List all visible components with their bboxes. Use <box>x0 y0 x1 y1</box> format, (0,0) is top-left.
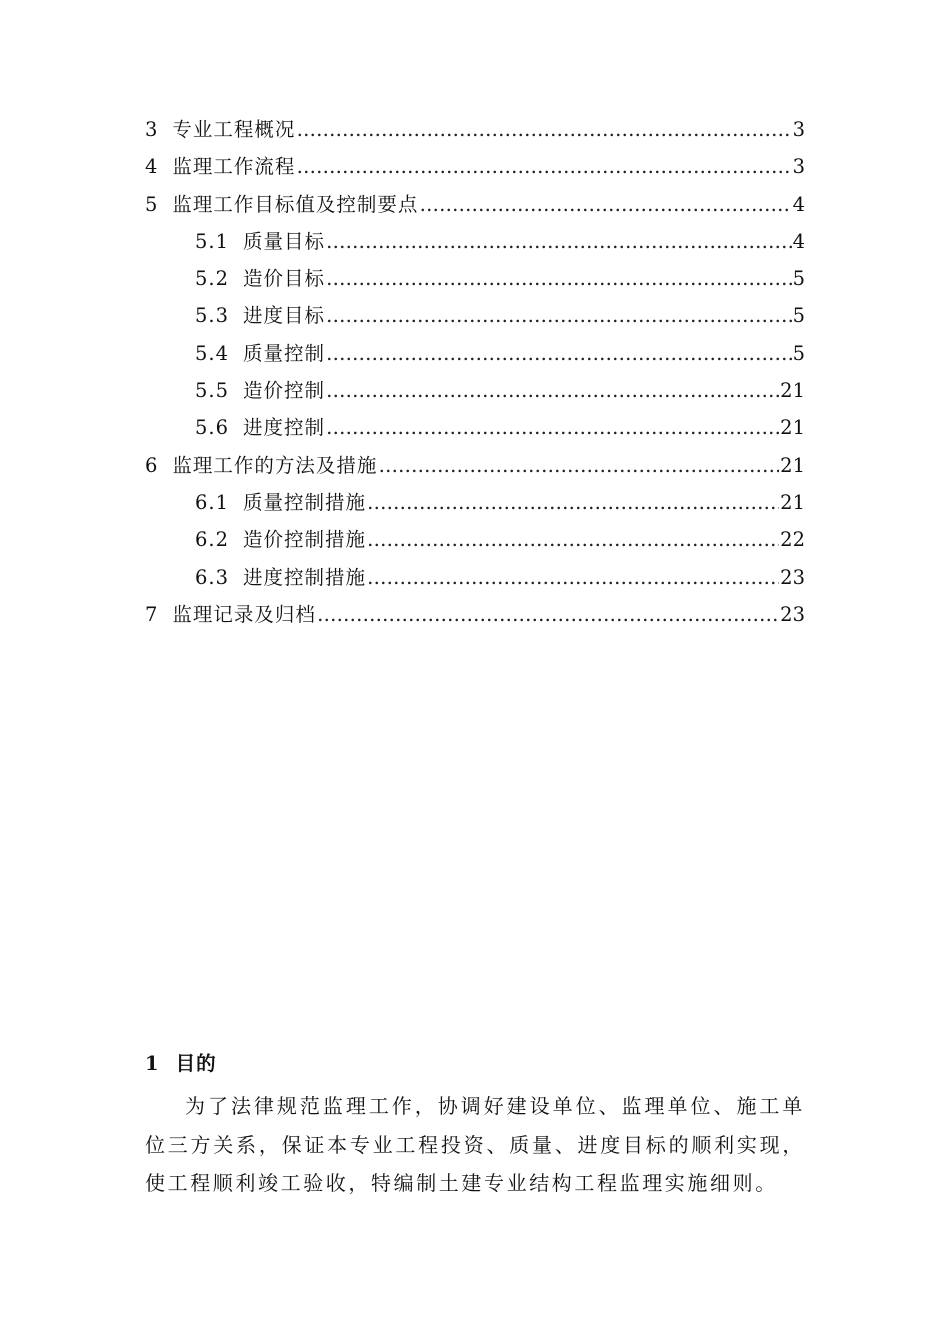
toc-entry-page: 4 <box>792 192 805 216</box>
toc-dot-leader <box>419 193 791 216</box>
toc-entry-page: 21 <box>780 453 805 477</box>
toc-entry[interactable] <box>145 412 805 449</box>
toc-entry[interactable] <box>145 300 805 337</box>
section-title: 目的 <box>175 1052 217 1075</box>
toc-dot-leader <box>367 491 779 514</box>
toc-entry[interactable] <box>145 151 805 188</box>
toc-entry[interactable] <box>145 189 805 226</box>
toc-entry[interactable] <box>145 263 805 300</box>
toc-entry-title: 造价控制 <box>243 379 326 403</box>
toc-dot-leader <box>326 379 779 402</box>
toc-entry[interactable] <box>145 524 805 561</box>
toc-entry-title: 专业工程概况 <box>172 118 296 141</box>
toc-entry-number: 5.1 <box>195 229 230 253</box>
section-body-paragraph: 为了法律规范监理工作，协调好建设单位、监理单位、施工单位三方关系，保证本专业工程投资、质量、进度目标的顺利实现，使工程顺利竣工验收，特编制土建专业结构工程监理实施细则。 <box>145 1094 805 1195</box>
toc-entry-number: 6.3 <box>195 565 230 589</box>
toc-entry-title: 质量目标 <box>243 229 326 253</box>
toc-dot-leader <box>326 342 792 365</box>
toc-entry-page: 5 <box>792 267 805 291</box>
section-heading <box>145 1045 805 1083</box>
toc-dot-leader <box>317 603 779 626</box>
toc-entry-page: 21 <box>780 379 805 403</box>
toc-dot-leader <box>296 155 791 178</box>
table-of-contents <box>145 114 805 636</box>
toc-entry-title: 质量控制 <box>243 341 326 365</box>
toc-entry-number: 7 <box>145 602 159 626</box>
toc-entry-title: 监理工作目标值及控制要点 <box>172 192 419 216</box>
toc-entry-number: 3 <box>145 118 159 141</box>
toc-dot-leader <box>367 566 779 589</box>
toc-entry-title: 进度目标 <box>243 304 326 328</box>
toc-entry-page: 23 <box>780 602 805 626</box>
toc-entry-page: 21 <box>780 416 805 440</box>
toc-entry-page: 5 <box>792 341 805 365</box>
toc-entry-title: 造价目标 <box>243 267 326 291</box>
toc-entry-page: 22 <box>780 528 805 552</box>
toc-entry-page: 5 <box>792 304 805 328</box>
toc-entry-title: 进度控制措施 <box>243 565 367 589</box>
toc-entry[interactable] <box>145 114 805 151</box>
toc-entry-page: 3 <box>792 118 805 141</box>
toc-entry-title: 监理工作的方法及措施 <box>172 453 378 477</box>
toc-dot-leader <box>326 230 792 253</box>
toc-entry-number: 6.2 <box>195 528 230 552</box>
toc-entry[interactable] <box>145 338 805 375</box>
toc-entry[interactable] <box>145 599 805 636</box>
toc-entry-title: 进度控制 <box>243 416 326 440</box>
toc-entry-title: 监理工作流程 <box>172 155 296 179</box>
toc-dot-leader <box>296 118 791 141</box>
toc-entry-number: 6.1 <box>195 490 230 514</box>
toc-entry[interactable] <box>145 375 805 412</box>
toc-entry-page: 21 <box>780 490 805 514</box>
toc-dot-leader <box>378 454 779 477</box>
toc-entry-number: 5.2 <box>195 267 230 291</box>
toc-entry-page: 4 <box>792 229 805 253</box>
toc-entry-title: 质量控制措施 <box>243 490 367 514</box>
toc-dot-leader <box>326 416 779 439</box>
toc-dot-leader <box>326 267 792 290</box>
toc-entry[interactable] <box>145 450 805 487</box>
toc-entry-title: 造价控制措施 <box>243 528 367 552</box>
toc-dot-leader <box>326 304 792 327</box>
toc-entry-number: 5.5 <box>195 379 230 403</box>
toc-entry-page: 23 <box>780 565 805 589</box>
toc-entry-number: 5.4 <box>195 341 230 365</box>
toc-entry-number: 5.6 <box>195 416 230 440</box>
toc-entry-number: 4 <box>145 155 159 179</box>
toc-entry-number: 5 <box>145 192 159 216</box>
toc-dot-leader <box>367 528 779 551</box>
section-purpose <box>145 1045 805 1203</box>
toc-entry-number: 5.3 <box>195 304 230 328</box>
toc-entry-number: 6 <box>145 453 159 477</box>
toc-entry-title: 监理记录及归档 <box>172 602 316 626</box>
toc-entry[interactable] <box>145 487 805 524</box>
toc-entry[interactable] <box>145 226 805 263</box>
toc-entry[interactable] <box>145 562 805 599</box>
toc-entry-page: 3 <box>792 155 805 179</box>
section-number: 1 <box>145 1052 160 1075</box>
